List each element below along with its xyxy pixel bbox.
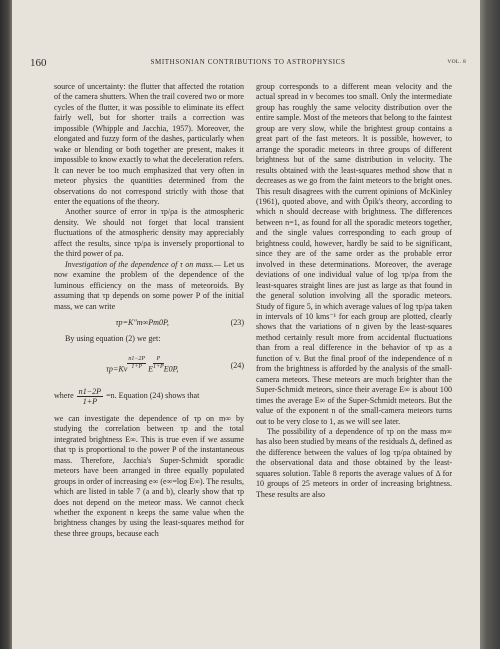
where-word: where [54, 391, 74, 401]
paragraph: Let us now examine the problem of the dependence of the luminous efficiency on the mass of meteoroids. By assuming that τp depends on some power P of the initial mass, we can write [54, 259, 244, 311]
paragraph: group corresponds to a different mean velocity and the actual spread in v becomes too small. Only the intermediate group has roughly the same velocity distribution over the entire sample. Most of the meteors that belong to the faintest group are very slow, while the brightest group contains a great part of the fast meteors. It is possible, however, to arrange the sporadic meteors in three groups of different brightness but of the same distribution in velocity. The results obtained with the least-squares method show that n decreases as we go from the faint meteors to the bright ones. This result disagrees with the current opinions of McKinley (1961), quoted above, and with Öpik's theory, according to which n should decrease with brightness. The differences between n=1, as found for all the sporadic meteors together, and the single values corresponding to each group of brightness could, however, hardly be said to be significant, since they are of the same order as the probable error involved in these determinations. Moreover, the average deviations of one individual value of log τp/ρa from the least-squares straight lines are just as large as that found in the general solution involving all the sporadic meteors. Study of figure 5, in which average values of log τp/ρa taken in intervals of 10 kms⁻¹ for each group are plotted, clearly shows that the variations of n given by the least-squares method certainly result more from accidental fluctuations than from a real difference in the behavior of τp as a function of v. But the final proof of the independence of n from the brightness is afforded by the analysis of the small-camera meteors. These meteors are much brighter than the Super-Schmidt meteors, since their average E∞ is about 100 times the average E∞ of the Super-Schmidt meteors. But the value of the exponent n of the small-camera meteors turns out to be very close to 1, as we will see later. [256, 82, 452, 426]
page-number: 160 [30, 57, 47, 69]
scan-left-edge [0, 0, 12, 649]
left-column [54, 82, 244, 539]
scan-right-edge [478, 0, 500, 649]
equation-body: τp=K″m∞Pm0P, [115, 317, 169, 327]
where-clause: where $\frac{n1-2P}{1+P}$ =n. Equation (24) shows that [54, 386, 200, 406]
section-heading: Investigation of the dependence of τ on mass.— [65, 259, 222, 269]
equation-24 [54, 355, 244, 377]
paragraph: source of uncertainty: the flutter that affected the rotation of the camera shutters. When the trail covered two or more cycles of the flutter, it was possible to eliminate its effect fairly well, but for shorter trails a correction was impossible (Whipple and Jacchia, 1957). Moreover, the elongated and fuzzy form of the dashes, particularly when wake or blending or both together are present, makes it impossible to know exactly to what the deceleration refers. It can never be too much emphasized that very often in meteor physics the quantities determined from the observations do not correspond strictly with those that enter the equations of the theory. [54, 82, 244, 206]
equation-body: τp=Kv $\frac{n1-2P}{1+P}$ E $\frac{P}{1+P}$ E0P, [106, 356, 179, 374]
running-header [30, 57, 466, 71]
paragraph: The possibility of a dependence of τp on the mass m∞ has also been studied by means of the residuals Δ, defined as the difference between the values of log τp/ρa obtained by the observational data and those obtained by the least-squares solution. Table 8 reports the average values of Δ for 10 groups of 25 meteors in order of increasing brightness. These results are also [256, 426, 453, 499]
paragraph: we can investigate the dependence of τp on m∞ by studying the correlation between τp and the total integrated brightness E∞. This is true even if we assume that τp is proportional to the power P of the instantaneous mass. Therefore, Jacchia's Super-Schmidt sporadic meteors have been arranged in three equally populated groups in order of increasing e∞ (e∞=log E∞). The results, which are listed in table 7 (a and b), clearly show that τp does not depend on the meteor mass. We cannot check whether the exponent n keeps the same value when the brightness changes by using the least-squares method for these three groups, because each [54, 413, 244, 538]
equation-number: (23) [230, 317, 244, 327]
paragraph: By using equation (2) we get: [65, 334, 161, 344]
paragraph: Another source of error in τp/ρa is the atmospheric density. We should not forget that local transient fluctuations of the atmospheric density may appreciably affect the results, since τp/ρa is inversely proportional to the third power of ρa. [54, 207, 244, 259]
running-title: SMITHSONIAN CONTRIBUTIONS TO ASTROPHYSICS [150, 58, 346, 66]
equation-number: (24) [230, 360, 244, 370]
journal-page [12, 0, 480, 649]
right-column [256, 82, 452, 500]
where-tail: =n. Equation (24) shows that [106, 391, 200, 401]
volume-label: VOL. 8 [447, 59, 466, 65]
equation-23 [54, 318, 244, 328]
